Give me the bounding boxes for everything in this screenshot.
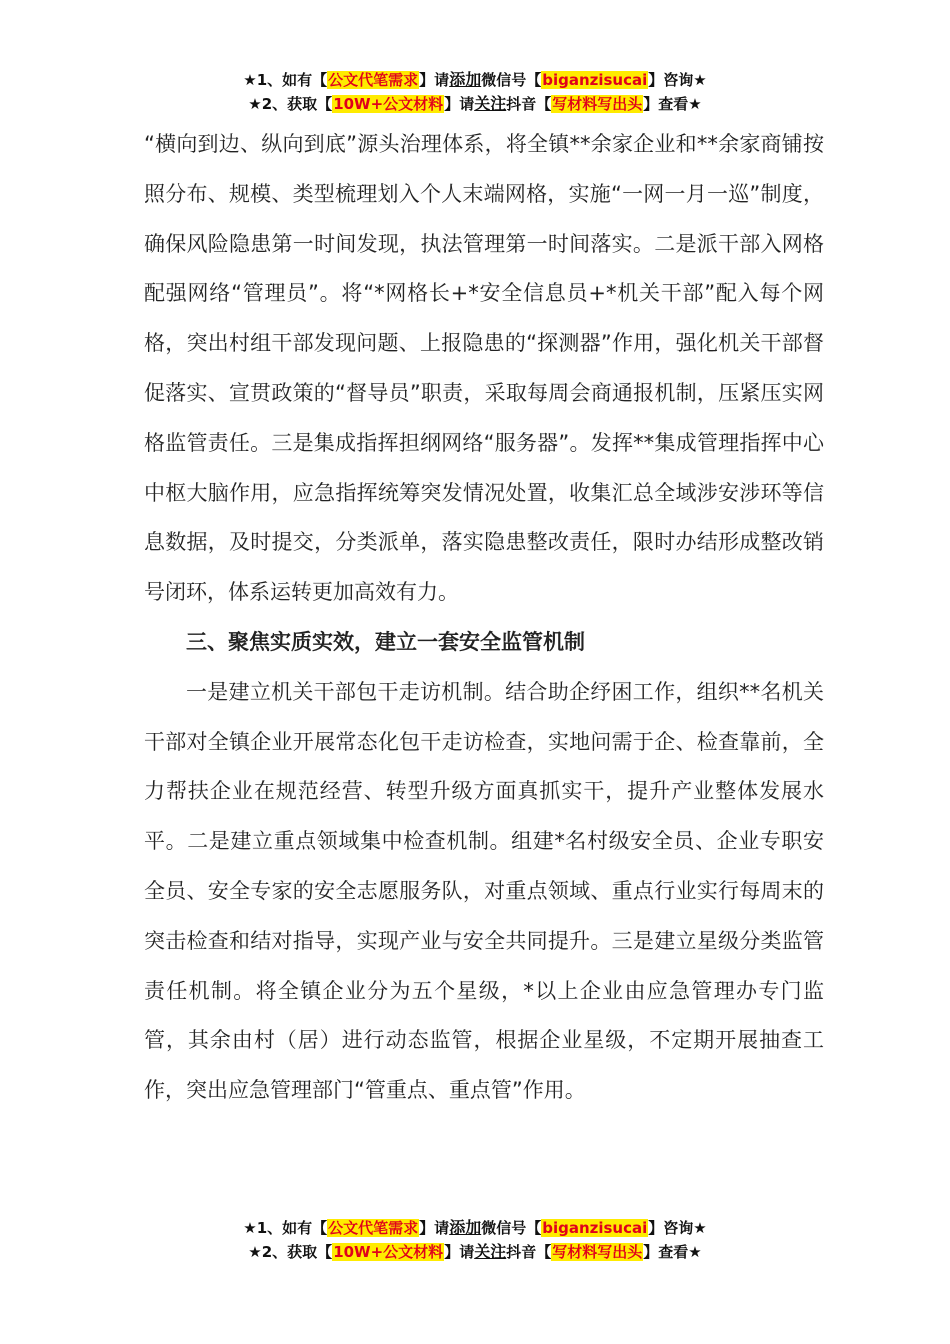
promo-text: 微信号【: [481, 1219, 542, 1237]
document-body: [144, 120, 824, 1116]
promo-underlined: 添加: [449, 1218, 482, 1237]
promo-highlight: 公文代笔需求: [328, 1219, 419, 1237]
promo-line-1: [0, 68, 950, 92]
promo-text: 】查看★: [643, 1243, 702, 1261]
promo-text: 抖音【: [506, 95, 552, 113]
promo-highlight: biganzisucai: [542, 1219, 648, 1237]
top-promo-banner: [0, 68, 950, 116]
promo-text: ★2、获取【: [248, 1243, 333, 1261]
promo-text: 微信号【: [481, 71, 542, 89]
promo-text: ★1、如有【: [243, 71, 328, 89]
promo-highlight: 写材料写出头: [552, 1243, 643, 1261]
promo-text: 抖音【: [506, 1243, 552, 1261]
section-heading: 三、聚焦实质实效，建立一套安全监管机制: [186, 629, 585, 654]
promo-text: 】咨询★: [648, 1219, 707, 1237]
promo-line-2: [0, 92, 950, 116]
promo-text: 】请: [419, 1219, 450, 1237]
promo-highlight: 公文代笔需求: [328, 71, 419, 89]
body-paragraph: “横向到边、纵向到底”源头治理体系，将全镇**余家企业和**余家商铺按照分布、规模、类型梳理划入个人末端网格，实施“一网一月一巡”制度，确保风险隐患第一时间发现，执法管理第一时间落实。二是派干部入网格配强网络“管理员”。将“*网格长+*安全信息员+*机关干部”配入每个网格，突出村组干部发现问题、上报隐患的“探测器”作用，强化机关干部督促落实、宣贯政策的“督导员”职责，采取每周会商通报机制，压紧压实网格监管责任。三是集成指挥担纲网络“服务器”。发挥**集成管理指挥中心中枢大脑作用，应急指挥统筹突发情况处置，收集汇总全域涉安涉环等信息数据，及时提交，分类派单，落实隐患整改责任，限时办结形成整改销号闭环，体系运转更加高效有力。: [144, 132, 824, 605]
promo-line-1: [0, 1216, 950, 1240]
promo-underlined: 添加: [449, 70, 482, 89]
promo-text: 】请: [444, 95, 475, 113]
bottom-promo-banner: [0, 1216, 950, 1264]
promo-highlight: biganzisucai: [542, 71, 648, 89]
promo-highlight: 10W+公文材料: [333, 1243, 444, 1261]
promo-underlined: 关注: [474, 1242, 507, 1261]
promo-highlight: 10W+公文材料: [333, 95, 444, 113]
promo-text: ★1、如有【: [243, 1219, 328, 1237]
promo-text: ★2、获取【: [248, 95, 333, 113]
promo-text: 】查看★: [643, 95, 702, 113]
body-paragraph: 一是建立机关干部包干走访机制。结合助企纾困工作，组织**名机关干部对全镇企业开展常态化包干走访检查，实地问需于企、检查靠前，全力帮扶企业在规范经营、转型升级方面真抓实干，提升产业整体发展水平。二是建立重点领域集中检查机制。组建*名村级安全员、企业专职安全员、安全专家的安全志愿服务队，对重点领域、重点行业实行每周末的突击检查和结对指导，实现产业与安全共同提升。三是建立星级分类监管责任机制。将全镇企业分为五个星级，*以上企业由应急管理办专门监管，其余由村（居）进行动态监管，根据企业星级，不定期开展抽查工作，突出应急管理部门“管重点、重点管”作用。: [144, 679, 824, 1103]
promo-text: 】请: [444, 1243, 475, 1261]
promo-line-2: [0, 1240, 950, 1264]
promo-text: 】请: [419, 71, 450, 89]
promo-highlight: 写材料写出头: [552, 95, 643, 113]
promo-underlined: 关注: [474, 94, 507, 113]
promo-text: 】咨询★: [648, 71, 707, 89]
